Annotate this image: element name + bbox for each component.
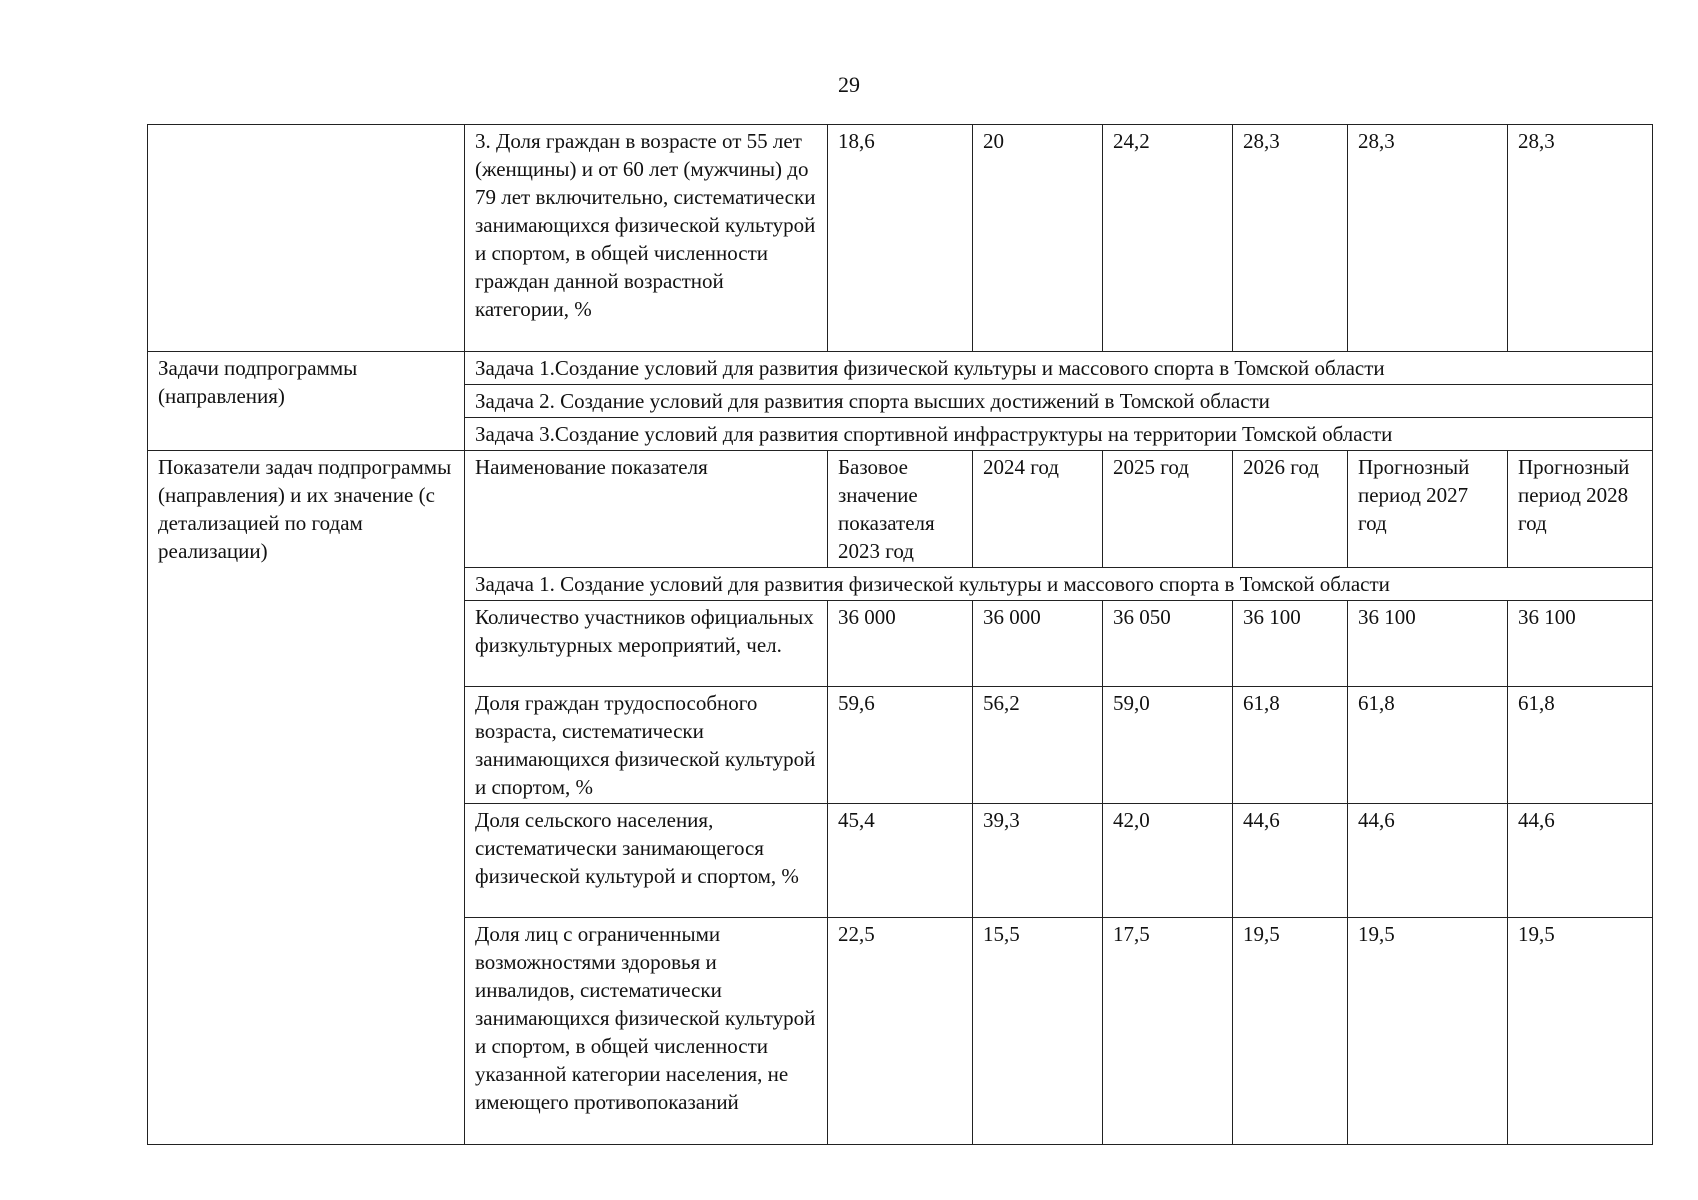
indicator-name: 3. Доля граждан в возрасте от 55 лет (женщины) и от 60 лет (мужчины) до 79 лет включительно, систематически занимающихся физической культурой и спортом, в общей численности граждан данной возрастной категории, % bbox=[465, 125, 828, 352]
task-row-1 bbox=[148, 352, 1653, 385]
indicator-name: Количество участников официальных физкультурных мероприятий, чел. bbox=[465, 601, 828, 687]
task-1: Задача 1.Создание условий для развития физической культуры и массового спорта в Томской области bbox=[465, 352, 1653, 385]
indicator-value-2027: 28,3 bbox=[1348, 125, 1508, 352]
tasks-label: Задачи подпрограммы (направления) bbox=[148, 352, 465, 451]
header-2025: 2025 год bbox=[1103, 451, 1233, 568]
header-indicator-name: Наименование показателя bbox=[465, 451, 828, 568]
indicator-value-2025: 42,0 bbox=[1103, 804, 1233, 918]
indicator-value-base: 36 000 bbox=[828, 601, 973, 687]
indicators-label: Показатели задач подпрограммы (направления) и их значение (с детализацией по годам реализации) bbox=[148, 451, 465, 1145]
indicator-value-2028: 61,8 bbox=[1508, 687, 1653, 804]
indicator-name: Доля сельского населения, систематически занимающегося физической культурой и спортом, % bbox=[465, 804, 828, 918]
indicator-value-2026: 44,6 bbox=[1233, 804, 1348, 918]
indicator-value-base: 45,4 bbox=[828, 804, 973, 918]
empty-label-cell bbox=[148, 125, 465, 352]
indicator-value-2028: 19,5 bbox=[1508, 918, 1653, 1145]
program-table bbox=[147, 124, 1653, 1145]
indicator-value-2024: 36 000 bbox=[973, 601, 1103, 687]
header-forecast-2028: Прогнозный период 2028 год bbox=[1508, 451, 1653, 568]
indicator-name: Доля лиц с ограниченными возможностями здоровья и инвалидов, систематически занимающихся физической культурой и спортом, в общей численности указанной категории населения, не имеющего противопоказаний bbox=[465, 918, 828, 1145]
header-forecast-2027: Прогнозный период 2027 год bbox=[1348, 451, 1508, 568]
indicator-value-2028: 28,3 bbox=[1508, 125, 1653, 352]
indicator-value-base: 18,6 bbox=[828, 125, 973, 352]
page-number: 29 bbox=[838, 72, 860, 97]
indicator-value-2025: 36 050 bbox=[1103, 601, 1233, 687]
indicator-value-2027: 19,5 bbox=[1348, 918, 1508, 1145]
indicator-value-2024: 56,2 bbox=[973, 687, 1103, 804]
indicator-value-base: 22,5 bbox=[828, 918, 973, 1145]
indicator-value-2025: 59,0 bbox=[1103, 687, 1233, 804]
header-2026: 2026 год bbox=[1233, 451, 1348, 568]
indicator-value-2028: 36 100 bbox=[1508, 601, 1653, 687]
indicator-value-2026: 61,8 bbox=[1233, 687, 1348, 804]
task-3: Задача 3.Создание условий для развития спортивной инфраструктуры на территории Томской области bbox=[465, 418, 1653, 451]
indicator-value-2025: 17,5 bbox=[1103, 918, 1233, 1145]
indicator-value-2027: 36 100 bbox=[1348, 601, 1508, 687]
indicator-value-2026: 28,3 bbox=[1233, 125, 1348, 352]
indicator-value-2027: 44,6 bbox=[1348, 804, 1508, 918]
indicator-value-base: 59,6 bbox=[828, 687, 973, 804]
header-2024: 2024 год bbox=[973, 451, 1103, 568]
indicator-name: Доля граждан трудоспособного возраста, систематически занимающихся физической культурой и спортом, % bbox=[465, 687, 828, 804]
indicator-value-2026: 19,5 bbox=[1233, 918, 1348, 1145]
indicator-value-2025: 24,2 bbox=[1103, 125, 1233, 352]
task-2: Задача 2. Создание условий для развития спорта высших достижений в Томской области bbox=[465, 385, 1653, 418]
indicator-value-2024: 15,5 bbox=[973, 918, 1103, 1145]
indicator-value-2024: 20 bbox=[973, 125, 1103, 352]
indicators-header-row bbox=[148, 451, 1653, 568]
indicator-value-2024: 39,3 bbox=[973, 804, 1103, 918]
indicator-value-2026: 36 100 bbox=[1233, 601, 1348, 687]
indicator-value-2028: 44,6 bbox=[1508, 804, 1653, 918]
header-base-value: Базовое значение показателя 2023 год bbox=[828, 451, 973, 568]
task-1-title: Задача 1. Создание условий для развития физической культуры и массового спорта в Томской области bbox=[465, 568, 1653, 601]
indicator-value-2027: 61,8 bbox=[1348, 687, 1508, 804]
indicator-row-elderly bbox=[148, 125, 1653, 352]
